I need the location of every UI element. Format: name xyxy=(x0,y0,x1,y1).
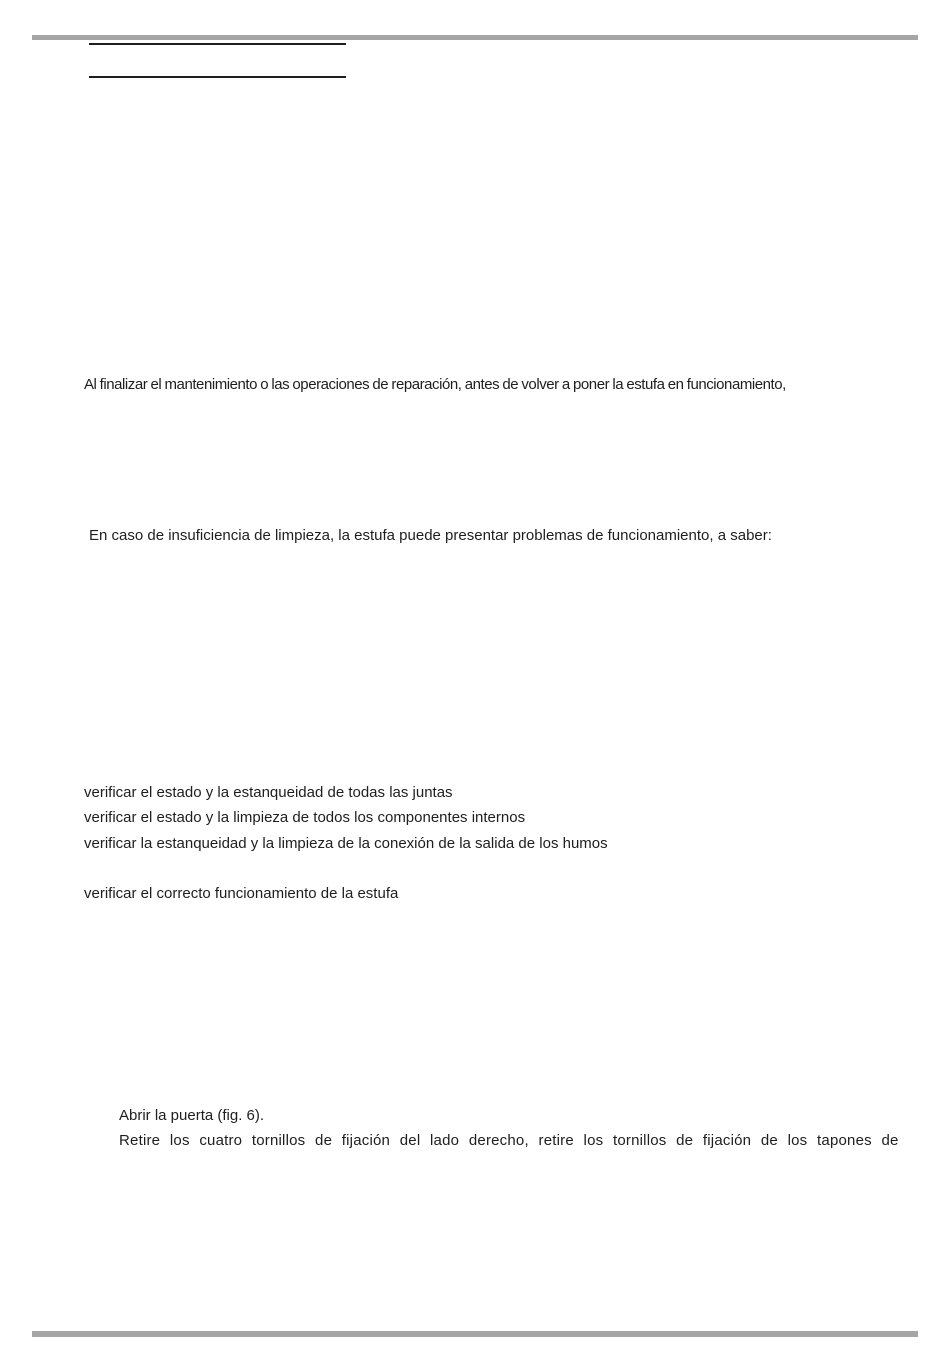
paragraph-maintenance-end: Al finalizar el mantenimiento o las operaciones de reparación, antes de volver a poner la estufa en funcionamiento, xyxy=(84,376,786,393)
heading-underline-2 xyxy=(89,76,346,78)
checklist-item: verificar el correcto funcionamiento de la estufa xyxy=(84,885,399,902)
checklist-item: verificar la estanqueidad y la limpieza de la conexión de la salida de los humos xyxy=(84,835,608,852)
header-rule xyxy=(32,35,918,40)
paragraph-insufficient-cleaning: En caso de insuficiencia de limpieza, la estufa puede presentar problemas de funcionamiento, a saber: xyxy=(89,527,772,544)
checklist-item: verificar el estado y la limpieza de todos los componentes internos xyxy=(84,809,526,826)
step-item: Retire los cuatro tornillos de fijación del lado derecho, retire los tornillos de fijación de los tapones de xyxy=(119,1132,899,1149)
heading-underline-1 xyxy=(89,43,346,45)
checklist-item: verificar el estado y la estanqueidad de todas las juntas xyxy=(84,784,453,801)
footer-rule xyxy=(32,1331,918,1337)
step-item: Abrir la puerta (fig. 6). xyxy=(119,1107,265,1124)
